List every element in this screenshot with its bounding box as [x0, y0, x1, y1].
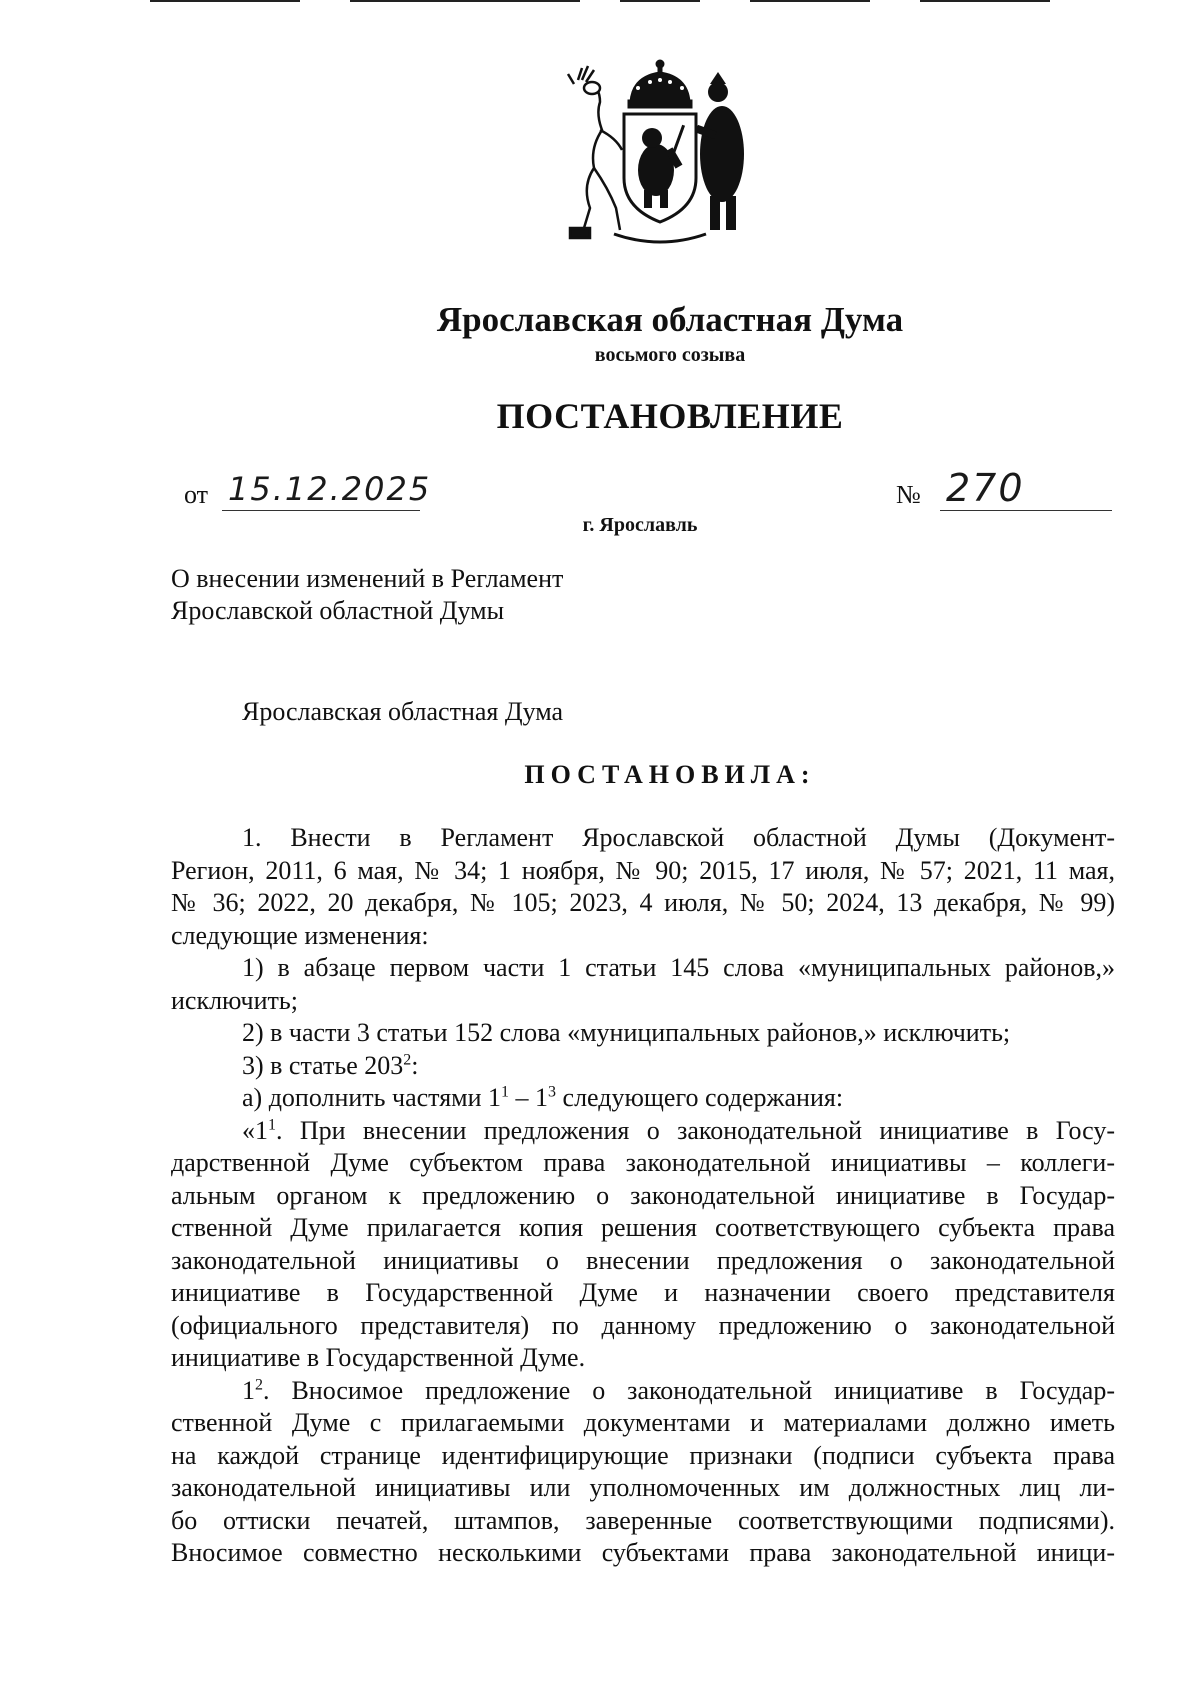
crown-icon — [628, 60, 692, 108]
body-line: 1. Внести в Регламент Ярославской областной Думы (Документ- — [242, 823, 1115, 852]
body-line: Регион, 2011, 6 мая, № 34; 1 ноября, № 90; 2015, 17 июля, № 57; 2021, 11 мая, — [171, 855, 1115, 885]
body-line: «$1^1$. При внесении предложения о законодательной инициативе в Госу- — [242, 1115, 1115, 1145]
body-line: законодательной инициативы или уполномоченных им должностных лиц ли- — [171, 1473, 1115, 1502]
body-line: а) дополнить частями $1^1 - 1^3$ следующего содержания: — [242, 1083, 844, 1112]
emblem-base-icon — [614, 234, 706, 242]
scan-edge-mark — [750, 0, 870, 2]
date-prefix-label: от — [184, 480, 209, 509]
scan-edge-mark — [620, 0, 700, 2]
body-line: Вносимое совместно несколькими субъектами права законодательной иници- — [171, 1538, 1115, 1567]
body-line: следующие изменения: — [171, 920, 429, 950]
body-line: дарственной Думе субъектом права законодательной инициативы – коллеги- — [171, 1148, 1115, 1177]
body-line: на каждой странице идентифицирующие признаки (подписи субъекта права — [171, 1440, 1115, 1470]
date-underline — [222, 510, 420, 511]
yaroslavl-region-coat-of-arms-icon — [560, 58, 760, 250]
document-type-heading: ПОСТАНОВЛЕНИЕ — [496, 396, 844, 436]
body-line: $1^2$. Вносимое предложение о законодательной инициативе в Государ- — [242, 1375, 1115, 1405]
body-line: 1) в абзаце первом части 1 статьи 145 слова «муниципальных районов,» — [242, 953, 1115, 982]
body-line: законодательной инициативы о внесении предложения о законодательной — [171, 1245, 1115, 1275]
body-line: ственной Думе с прилагаемыми документами и материалами должно иметь — [171, 1408, 1115, 1437]
document-body — [171, 822, 1115, 1570]
body-line: инициативе в Государственной Думе и назначении своего представителя — [171, 1278, 1115, 1307]
subject-line: О внесении изменений в Регламент — [171, 564, 564, 593]
deer-supporter-icon — [568, 66, 622, 238]
date-handwritten-value: 15.12.2025 — [228, 470, 432, 508]
number-prefix-label: № — [896, 480, 921, 509]
body-line: инициативе в Государственной Думе. — [171, 1343, 586, 1372]
body-line: альным органом к предложению о законодательной инициативе в Государ- — [171, 1180, 1115, 1210]
date-field — [184, 470, 432, 516]
document-number-field — [896, 466, 1116, 516]
subject-line: Ярославской областной Думы — [171, 596, 505, 625]
scan-edge-mark — [150, 0, 300, 2]
resolved-heading: ПОСТАНОВИЛА: — [524, 760, 816, 789]
number-underline — [940, 510, 1112, 511]
convocation-subtitle: восьмого созыва — [594, 344, 746, 366]
scan-edge-mark — [920, 0, 1050, 2]
organization-title: Ярославская областная Дума — [436, 300, 904, 339]
body-line: (официального представителя) по данному предложению о законодательной — [171, 1310, 1115, 1340]
body-line: 2) в части 3 статьи 152 слова «муниципальных районов,» исключить; — [242, 1018, 1011, 1047]
body-line: 3) в статье $203^2$: — [242, 1050, 419, 1080]
body-line: ственной Думе прилагается копия решения соответствующего субъекта права — [171, 1213, 1115, 1242]
city-label: г. Ярославль — [582, 514, 698, 536]
document-subject — [171, 563, 563, 627]
number-handwritten-value: 270 — [946, 466, 1025, 510]
body-line: бо оттиски печатей, штампов, заверенные соответствующими подписями). — [171, 1505, 1115, 1535]
scan-edge-mark — [350, 0, 580, 2]
enacting-body: Ярославская областная Дума — [242, 697, 564, 726]
body-line: № 36; 2022, 20 декабря, № 105; 2023, 4 июля, № 50; 2024, 13 декабря, № 99) — [171, 888, 1115, 917]
body-line: исключить; — [171, 985, 298, 1015]
bear-supporter-icon — [695, 72, 744, 230]
